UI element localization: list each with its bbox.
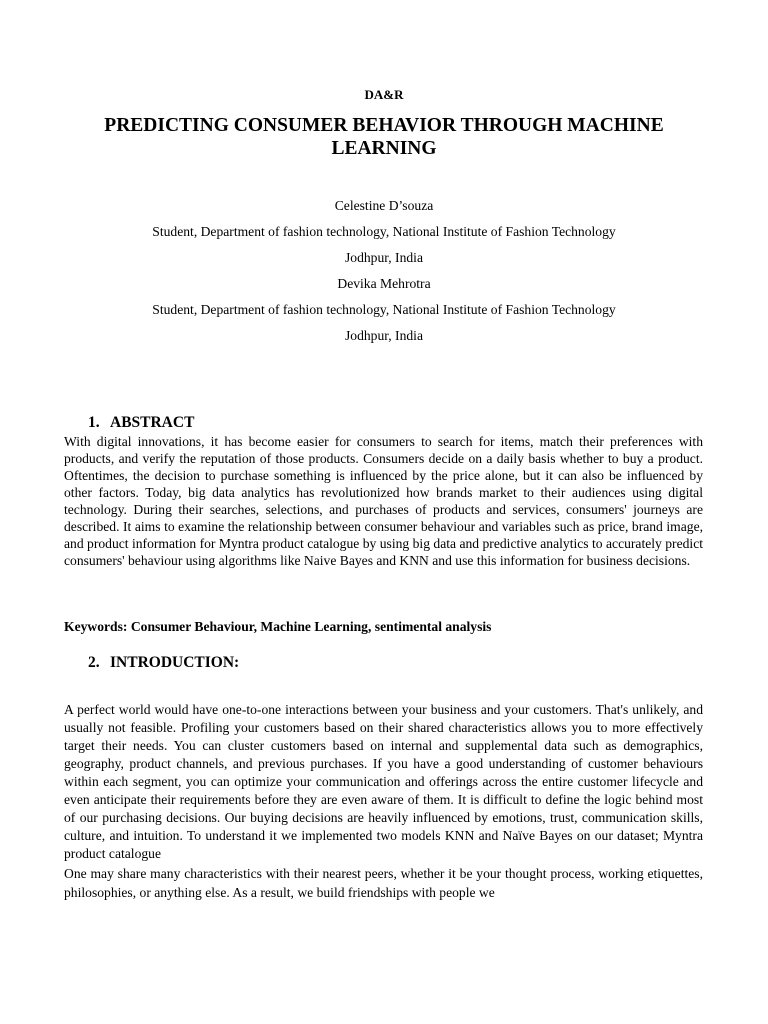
author-affiliation: Student, Department of fashion technology, National Institute of Fashion Technology [152,302,616,317]
running-header: DA&R [364,87,404,102]
author-location: Jodhpur, India [345,328,423,343]
section-number: 2. [88,654,100,671]
abstract-paragraph: With digital innovations, it has become easier for consumers to search for items, match their preferences with products, and verify the reputation of those products. Consumers decide on a daily basis whether to buy a product. Oftentimes, the decision to purchase something is influenced by the price alone, but it can also be influenced by other factors. Today, big data analytics has revolutionized how brands market to their audiences using digital technology. During their searches, selections, and purchases of products and services, consumers' journeys are described. It aims to examine the relationship between consumer behaviour and variables such as price, brand image, and product information for Myntra product catalogue by using big data and predictive analytics to accurately predict consumers' behaviour using algorithms like Naive Bayes and KNN and use this information for business decisions. [64,434,703,568]
author-location: Jodhpur, India [345,250,423,265]
author-name: Celestine D’souza [334,198,434,213]
keywords-line: Keywords: Consumer Behaviour, Machine Learning, sentimental analysis [64,619,492,634]
introduction-paragraph: A perfect world would have one-to-one interactions between your business and your customers. That's unlikely, and usually not feasible. Profiling your customers based on their shared characteristics allows you to more effectively target their needs. You can cluster customers based on internal and supplemental data such as demographics, geography, product channels, and previous purchases. If you have a good understanding of customer behaviours within each segment, you can optimize your communication and offerings across the entire customer lifecycle and even anticipate their requirements before they are even aware of them. It is difficult to define the logic behind most of our purchasing decisions. Our buying decisions are heavily influenced by emotions, trust, communication skills, culture, and intuition. To understand it we implemented two models KNN and Naïve Bayes on our dataset; Myntra product catalogue [64,702,703,861]
abstract-heading [88,414,194,432]
introduction-paragraph: One may share many characteristics with their nearest peers, whether it be your thought process, working etiquettes, philosophies, or anything else. As a result, we build friendships with people we [64,866,703,900]
section-number: 1. [88,414,100,431]
section-title: INTRODUCTION: [110,654,240,671]
author-affiliation: Student, Department of fashion technology, National Institute of Fashion Technology [152,224,616,239]
section-title: ABSTRACT [110,414,195,431]
introduction-heading [88,654,239,672]
author-block [64,198,704,354]
paper-title: PREDICTING CONSUMER BEHAVIOR THROUGH MACHINE LEARNING [104,115,664,159]
author-name: Devika Mehrotra [337,276,431,291]
